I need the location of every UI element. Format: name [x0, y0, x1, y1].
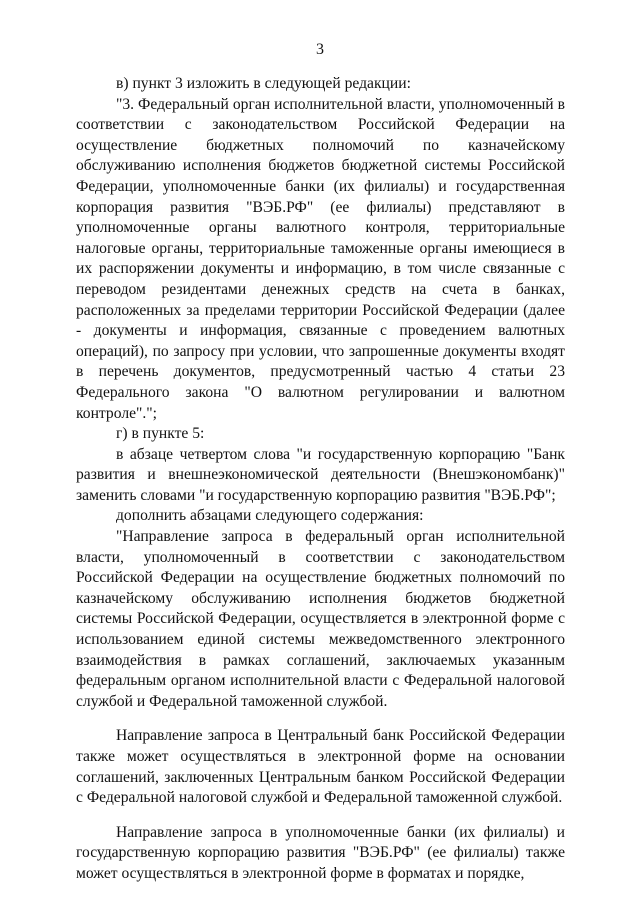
paragraph-clause-v: в) пункт 3 изложить в следующей редакции:	[116, 75, 411, 92]
paragraph-request-banks: Направление запроса в уполномоченные банки (их филиалы) и государственную корпорацию развития "ВЭБ.РФ" (ее филиалы) также может осуществляться в электронной форме в форматах и порядке,	[76, 823, 565, 882]
paragraph-request-central-bank: Направление запроса в Центральный банк Российской Федерации также может осуществляться в электронной форме на основании соглашений, заключенных Центральным банком Российской Федерации с Федеральной налоговой службой и Федеральной таможенной службой.	[76, 727, 565, 807]
document-body	[76, 74, 565, 885]
page-number: 3	[316, 41, 324, 58]
paragraph-add-abzacs: дополнить абзацами следующего содержания:	[116, 507, 424, 525]
paragraph-request-federal-organ: "Направление запроса в федеральный орган исполнительной власти, уполномоченный в соответствии с законодательством Российской Федерации на осуществление бюджетных полномочий по казначейскому обслуживанию исполнения бюджетов бюджетной системы Российской Федерации, осуществляется в электронной форме с использованием единой системы межведомственного электронного взаимодействия в рамках соглашений, заключаемых указанным федеральным органом исполнительной власти с Федеральной налоговой службой и Федеральной таможенной службой.	[76, 528, 565, 710]
paragraph-amendment-fourth-abzac: в абзаце четвертом слова "и государственную корпорацию "Банк развития и внешнеэкономической деятельности (Внешэкономбанк)" заменить словами "и государственную корпорацию развития "ВЭБ.РФ";	[76, 445, 565, 504]
paragraph-clause-g: г) в пункте 5:	[116, 425, 205, 443]
paragraph-point-3-text: "3. Федеральный орган исполнительной власти, уполномоченный в соответствии с законодательством Российской Федерации на осуществление бюджетных полномочий по казначейскому обслуживанию исполнения бюджетов бюджетной системы Российской Федерации, уполномоченные банки (их филиалы) и государственная корпорация развития "ВЭБ.РФ" (ее филиалы) представляют в уполномоченные органы валютного контроля, территориальные налоговые органы, территориальные таможенные органы имеющиеся в их распоряжении документы и информацию, в том числе связанные с переводом резидентами денежных средств на счета в банках, расположенных за пределами территории Российской Федерации (далее - документы и информация, связанные с проведением валютных операций), по запросу при условии, что запрошенные документы входят в перечень документов, предусмотренный частью 4 статьи 23 Федерального закона "О валютном регулировании и валютном контроле".";	[76, 95, 565, 422]
